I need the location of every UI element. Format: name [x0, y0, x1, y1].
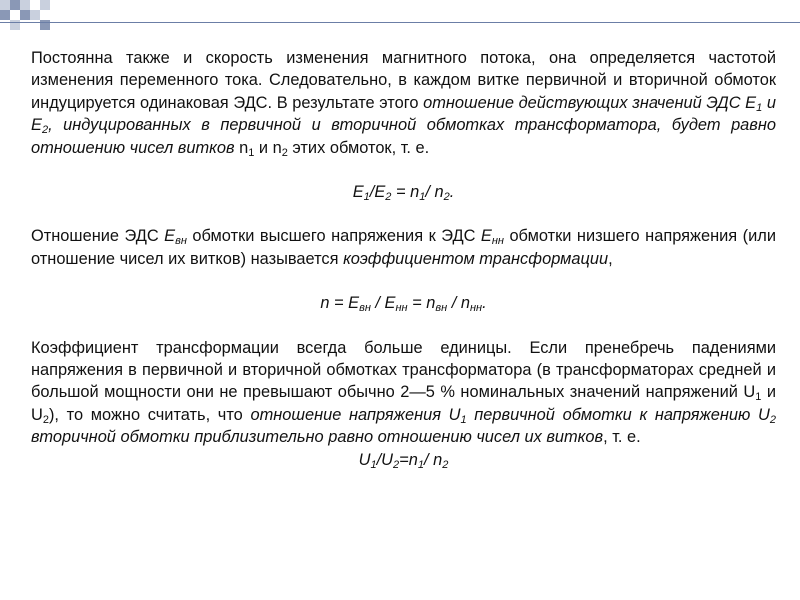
text: этих обмоток, т. е.: [287, 138, 430, 157]
subscript: 2: [42, 413, 49, 426]
subscript: 2: [442, 458, 449, 471]
text: и U: [31, 383, 776, 424]
text: ), то можно считать, что: [48, 405, 251, 424]
paragraph-1: [31, 47, 776, 159]
text: / E: [370, 294, 396, 313]
formula-transformation-ratio: [31, 292, 776, 314]
subscript: нн: [491, 235, 504, 248]
text: , индуцированных в первичной и вторичной обмотках трансформатора, будет равно отношению чисел витков: [31, 116, 776, 157]
subscript: нн: [469, 302, 483, 315]
subscript: 1: [419, 191, 426, 204]
text: отношение напряжения U: [250, 405, 461, 424]
deco-square: [0, 0, 10, 10]
text: вторичной обмотки приблизительно равно отношению чисел их витков: [31, 428, 604, 447]
subscript: вн: [359, 302, 371, 315]
text: / n: [423, 450, 443, 469]
subscript: 2: [393, 458, 400, 471]
deco-square: [10, 0, 20, 10]
text: / n: [425, 183, 444, 202]
text: / n: [447, 294, 470, 313]
text: n = E: [320, 294, 360, 313]
subscript: нн: [395, 302, 408, 315]
text: первичной обмотки к напряжению U: [466, 405, 770, 424]
subscript: 1: [363, 191, 370, 204]
text: обмотки низшего напряжения (или отношение чисел их витков) называется: [31, 227, 776, 268]
text: отношение действующих значений ЭДС Е: [423, 93, 757, 112]
deco-square: [20, 0, 30, 10]
subscript: 1: [756, 101, 763, 114]
subscript: 1: [417, 458, 424, 471]
subscript: 1: [460, 413, 467, 426]
text: Постоянна также и скорость изменения магнитного потока, она определяется частотой изменения переменного тока. Следовательно, в каждом витке первичной и вторичной обмоток индуцируется одинаковая ЭДС. В результате этого: [31, 49, 776, 112]
italic-text: коэффициентом трансформации: [343, 249, 609, 268]
text: Е: [164, 227, 176, 246]
subscript: 1: [755, 391, 762, 404]
formula-emf-ratio: [31, 181, 776, 203]
text: Е: [480, 227, 492, 246]
subscript: 2: [281, 146, 288, 159]
paragraph-3: [31, 337, 776, 449]
text: и Е: [31, 93, 776, 135]
text: = n: [391, 183, 420, 202]
text: /U: [376, 450, 394, 469]
header-rule: [0, 22, 800, 23]
subscript: 2: [443, 191, 450, 204]
text: E: [352, 183, 364, 202]
deco-square: [30, 10, 40, 20]
text: ,: [608, 249, 613, 268]
text: = n: [407, 294, 436, 313]
text: Отношение ЭДС: [31, 227, 165, 246]
slide-body: [31, 47, 776, 471]
deco-square: [0, 10, 10, 20]
subscript: 2: [41, 124, 49, 137]
deco-square: [40, 0, 50, 10]
text: .: [482, 294, 487, 313]
deco-square: [20, 10, 30, 20]
subscript: вн: [175, 235, 187, 248]
text: .: [449, 183, 455, 202]
text: /E: [369, 183, 386, 202]
text: Коэффициент трансформации всегда больше единицы. Если пренебречь падениями напряжения в первичной и вторичной обмотках трансформатора (в трансформаторах средней и большой мощности они не превышают обычно 2—5 % номинальных значений напряжений U: [31, 338, 776, 402]
formula-voltage-ratio: [31, 449, 776, 471]
subscript: 1: [248, 146, 255, 159]
text: n: [234, 138, 249, 157]
text: обмотки высшего напряжения к ЭДС: [186, 227, 481, 246]
paragraph-2: [31, 225, 776, 270]
text: , т. е.: [603, 428, 641, 447]
text: и n: [254, 138, 282, 157]
subscript: 2: [769, 413, 776, 426]
subscript: 1: [370, 458, 377, 471]
subscript: 2: [385, 191, 392, 204]
text: =n: [399, 450, 418, 469]
subscript: вн: [435, 302, 448, 315]
text: U: [358, 450, 371, 469]
